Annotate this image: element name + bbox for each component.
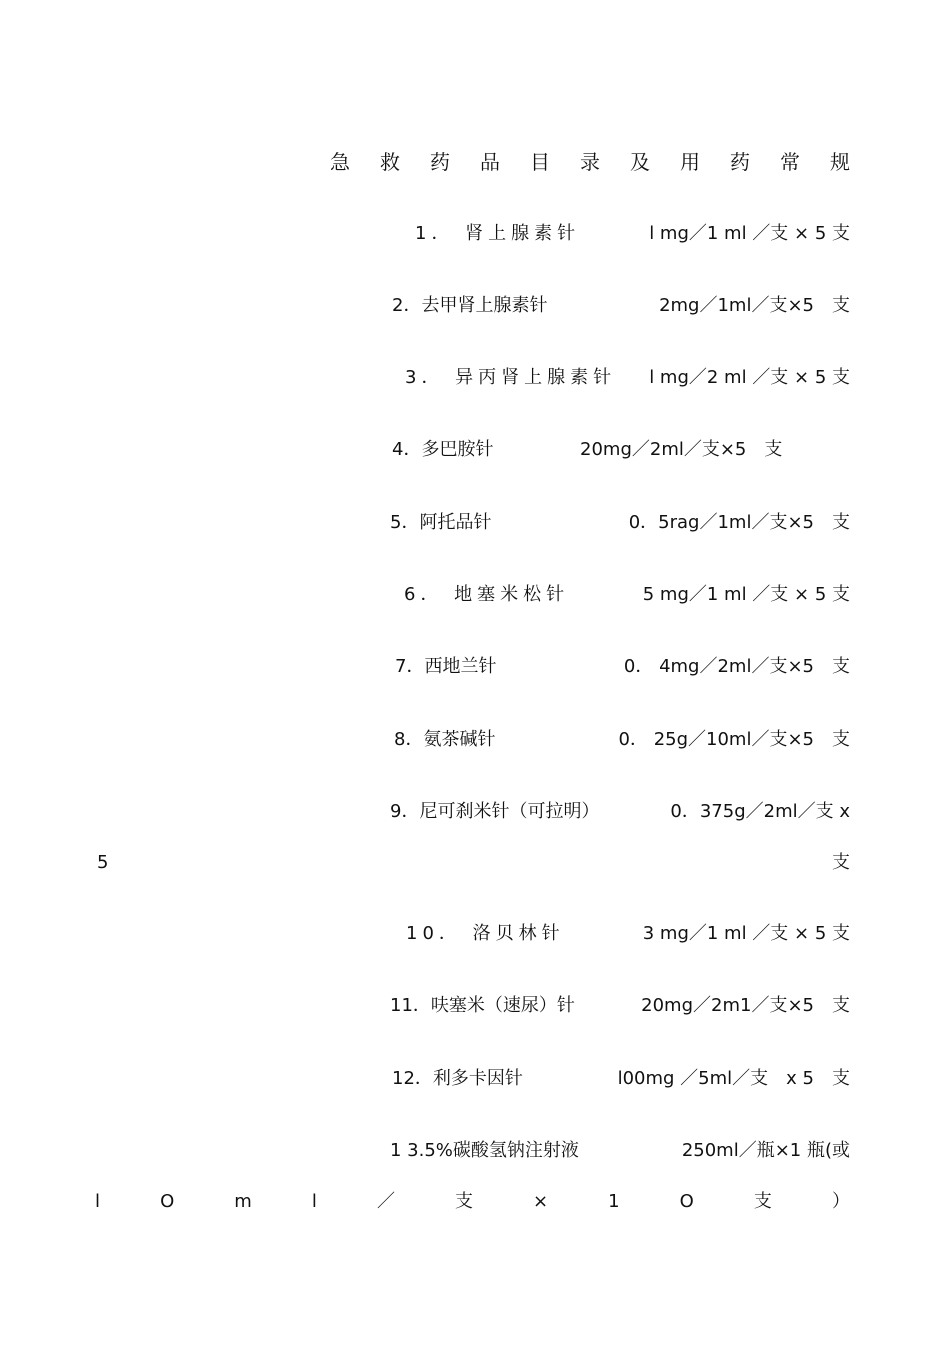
drug-dose: 20mg／2ml／支×5 支 <box>580 439 783 460</box>
title-char: 用 <box>680 150 700 174</box>
page-title <box>330 150 850 174</box>
drug-dose: l mg／2 ml ／支 × 5 支 <box>649 367 850 388</box>
drug-name: 6． 地塞米松针 <box>404 584 570 605</box>
drug-dose: l00mg ／5ml／支 x 5 支 <box>617 1068 850 1089</box>
drug-dose: 0．375g／2ml／支 x <box>670 801 850 822</box>
wrap-char: 1 <box>608 1191 620 1212</box>
drug-name: 7．西地兰针 <box>395 656 497 677</box>
wrap-fragment: 支 <box>832 852 850 873</box>
wrap-char: 支 <box>454 1191 473 1212</box>
wrap-char: m <box>234 1191 252 1212</box>
drug-dose: 250ml／瓶×1 瓶(或 <box>681 1140 850 1161</box>
drug-name: 4．多巴胺针 <box>392 439 494 460</box>
drug-name: 11．呋塞米（速尿）针 <box>390 995 575 1016</box>
drug-name: 1． 肾上腺素针 <box>415 223 581 244</box>
drug-dose: 0． 4mg／2ml／支×5 支 <box>623 656 850 677</box>
title-char: 常 <box>780 150 800 174</box>
drug-name: 3． 异丙肾上腺素针 <box>405 367 617 388</box>
title-char: 及 <box>630 150 650 174</box>
wrap-char: 支 <box>753 1191 772 1212</box>
wrap-char: ） <box>831 1191 850 1212</box>
drug-dose: 5 mg／1 ml ／支 × 5 支 <box>642 584 850 605</box>
title-char: 规 <box>830 150 850 174</box>
drug-name: 5．阿托品针 <box>390 512 492 533</box>
wrap-char: O <box>679 1191 694 1212</box>
wrap-line <box>95 1190 850 1214</box>
drug-name: 1 3.5%碳酸氢钠注射液 <box>390 1140 579 1161</box>
wrap-char: × <box>533 1191 549 1212</box>
wrap-char: ／ <box>376 1191 395 1212</box>
drug-dose: 0． 25g／10ml／支×5 支 <box>618 729 850 750</box>
title-char: 录 <box>580 150 600 174</box>
title-char: 救 <box>380 150 400 174</box>
title-char: 急 <box>330 150 350 174</box>
wrap-char: l <box>95 1191 101 1212</box>
drug-name: 8．氨茶碱针 <box>394 729 496 750</box>
drug-dose: 20mg／2m1／支×5 支 <box>641 995 850 1016</box>
drug-dose: 3 mg／1 ml ／支 × 5 支 <box>642 923 850 944</box>
title-char: 药 <box>730 150 750 174</box>
drug-dose: 0．5rag／1ml／支×5 支 <box>628 512 850 533</box>
title-char: 目 <box>530 150 550 174</box>
drug-dose: l mg／1 ml ／支 × 5 支 <box>649 223 850 244</box>
wrap-char: l <box>311 1191 317 1212</box>
drug-dose: 2mg／1ml／支×5 支 <box>659 295 850 316</box>
drug-name: 2．去甲肾上腺素针 <box>392 295 548 316</box>
wrap-char: O <box>160 1191 175 1212</box>
drug-name: 12．利多卡因针 <box>392 1068 523 1089</box>
title-char: 药 <box>430 150 450 174</box>
wrap-fragment: 5 <box>97 852 109 873</box>
title-char: 品 <box>480 150 500 174</box>
drug-name: 10． 洛贝林针 <box>406 923 565 944</box>
drug-name: 9．尼可刹米针（可拉明） <box>390 801 600 822</box>
